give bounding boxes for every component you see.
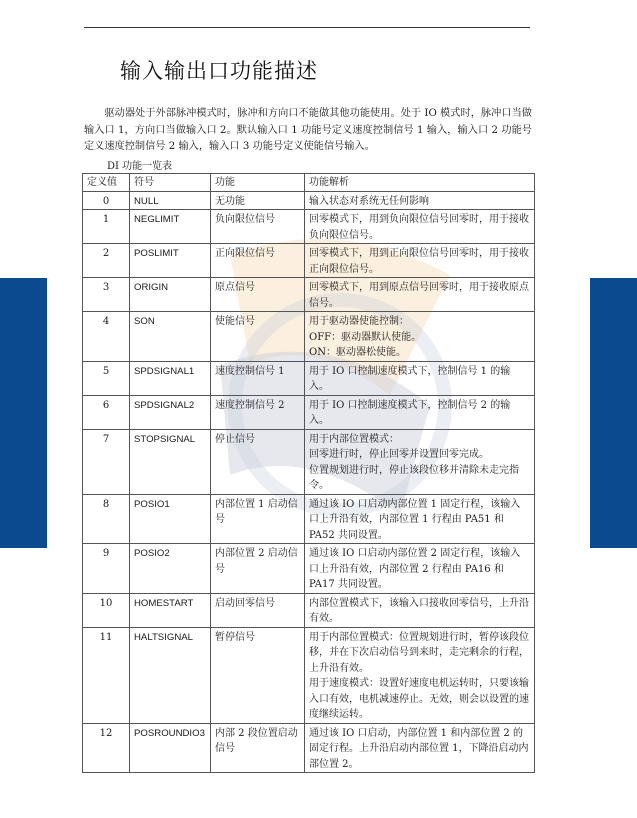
cell-symbol: POSIO1 bbox=[130, 494, 211, 544]
description-line: 通过该 IO 口启动，内部位置 1 和内部位置 2 的固定行程。上升沿启动内部位置 1，下降沿启动内部位置 2。 bbox=[309, 727, 529, 770]
description-line: 输入状态对系统无任何影响 bbox=[309, 195, 429, 207]
description-line: 用于内部位置模式：位置规划进行时，暂停该段位移，并在下次启动信号到来时，走完剩余的行程，上升沿有效。 bbox=[309, 631, 529, 674]
table-row bbox=[83, 361, 535, 395]
cell-description bbox=[305, 312, 535, 362]
cell-description bbox=[305, 429, 535, 494]
table-row bbox=[83, 544, 535, 594]
cell-value: 3 bbox=[83, 278, 130, 312]
cell-description bbox=[305, 544, 535, 594]
cell-value: 0 bbox=[83, 191, 130, 210]
cell-value: 2 bbox=[83, 244, 130, 278]
cell-description bbox=[305, 494, 535, 544]
cell-function: 使能信号 bbox=[211, 312, 305, 362]
cell-value: 8 bbox=[83, 494, 130, 544]
cell-description bbox=[305, 191, 535, 210]
cell-symbol: ORIGIN bbox=[130, 278, 211, 312]
cell-function: 停止信号 bbox=[211, 429, 305, 494]
description-line: 通过该 IO 口启动内部位置 2 固定行程，该输入口上升沿有效，内部位置 2 行程由 PA16 和 PA17 共同设置。 bbox=[309, 548, 521, 590]
description-line: 用于驱动器使能控制： bbox=[309, 316, 409, 327]
cell-symbol: HOMESTART bbox=[130, 593, 211, 627]
cell-symbol: POSIO2 bbox=[130, 544, 211, 594]
cell-value: 7 bbox=[83, 429, 130, 494]
cell-function: 启动回零信号 bbox=[211, 593, 305, 627]
cell-description bbox=[305, 723, 535, 773]
cell-description bbox=[305, 210, 535, 244]
di-function-table bbox=[82, 173, 535, 773]
cell-value: 1 bbox=[83, 210, 130, 244]
page-title: 输入输出口功能描述 bbox=[120, 59, 318, 83]
table-row bbox=[83, 210, 535, 244]
description-line: 回零模式下，用到原点信号回零时，用于接收原点信号。 bbox=[309, 282, 529, 309]
table-caption: DI 功能一览表 bbox=[107, 161, 173, 172]
table-header-row bbox=[83, 174, 535, 192]
cell-function: 内部位置 2 启动信号 bbox=[211, 544, 305, 594]
cell-function: 内部 2 段位置启动信号 bbox=[211, 723, 305, 773]
table-row bbox=[83, 627, 535, 723]
cell-function: 速度控制信号 1 bbox=[211, 361, 305, 395]
cell-function: 内部位置 1 启动信号 bbox=[211, 494, 305, 544]
description-line: 用于 IO 口控制速度模式下，控制信号 2 的输入。 bbox=[309, 399, 511, 426]
cell-value: 12 bbox=[83, 723, 130, 773]
cell-symbol: SPDSIGNAL1 bbox=[130, 361, 211, 395]
description-line: 用于 IO 口控制速度模式下，控制信号 1 的输入。 bbox=[309, 365, 511, 392]
description-line: 用于内部位置模式： bbox=[309, 433, 399, 445]
cell-value: 11 bbox=[83, 627, 130, 723]
table-row bbox=[83, 429, 535, 494]
header-description: 功能解析 bbox=[305, 174, 535, 192]
right-blue-side-bar bbox=[590, 278, 637, 548]
table-row bbox=[83, 191, 535, 210]
cell-value: 5 bbox=[83, 361, 130, 395]
cell-description bbox=[305, 395, 535, 429]
intro-paragraph: 驱动器处于外部脉冲模式时，脉冲和方向口不能做其他功能使用。处于 IO 模式时，脉冲口当做输入口 1，方向口当做输入口 2。默认输入口 1 功能号定义速度控制信号 1 输入，输入口 2 功能号定义速度控制信号 2 输入，输入口 3 功能号定义使能信号输入。 bbox=[84, 108, 532, 152]
cell-symbol: POSROUNDIO3 bbox=[130, 723, 211, 773]
header-rule bbox=[84, 27, 530, 28]
description-line: ON：驱动器松使能。 bbox=[309, 347, 406, 358]
description-line: 回零模式下，用到负向限位信号回零时，用于接收负向限位信号。 bbox=[309, 214, 529, 241]
cell-symbol: SPDSIGNAL2 bbox=[130, 395, 211, 429]
cell-value: 6 bbox=[83, 395, 130, 429]
table-row bbox=[83, 494, 535, 544]
cell-symbol: POSLIMIT bbox=[130, 244, 211, 278]
cell-description bbox=[305, 361, 535, 395]
description-line: 回零模式下，用到正向限位信号回零时，用于接收正向限位信号。 bbox=[309, 248, 529, 275]
cell-function: 正向限位信号 bbox=[211, 244, 305, 278]
cell-symbol: STOPSIGNAL bbox=[130, 429, 211, 494]
table-row bbox=[83, 593, 535, 627]
cell-function: 原点信号 bbox=[211, 278, 305, 312]
cell-function: 暂停信号 bbox=[211, 627, 305, 723]
description-line: 回零进行时，停止回零并设置回零完成。 bbox=[309, 449, 489, 460]
cell-symbol: HALTSIGNAL bbox=[130, 627, 211, 723]
cell-description bbox=[305, 278, 535, 312]
header-value: 定义值 bbox=[83, 174, 130, 192]
cell-function: 无功能 bbox=[211, 191, 305, 210]
left-blue-side-bar bbox=[0, 278, 47, 548]
cell-value: 9 bbox=[83, 544, 130, 594]
cell-value: 4 bbox=[83, 312, 130, 362]
cell-description bbox=[305, 593, 535, 627]
table-row bbox=[83, 278, 535, 312]
table-row bbox=[83, 723, 535, 773]
cell-value: 10 bbox=[83, 593, 130, 627]
table-body bbox=[83, 191, 535, 773]
header-symbol: 符号 bbox=[130, 174, 211, 192]
cell-function: 负向限位信号 bbox=[211, 210, 305, 244]
cell-description bbox=[305, 627, 535, 723]
cell-description bbox=[305, 244, 535, 278]
description-line: 用于速度模式：设置好速度电机运转时，只要该输入口有效，电机减速停止。无效，则会以设置的速度继续运转。 bbox=[309, 678, 529, 720]
cell-symbol: NEGLIMIT bbox=[130, 210, 211, 244]
table-row bbox=[83, 312, 535, 362]
cell-symbol: NULL bbox=[130, 191, 211, 210]
description-line: 位置规划进行时，停止该段位移并清除未走完指令。 bbox=[309, 464, 519, 491]
table-row bbox=[83, 244, 535, 278]
table-row bbox=[83, 395, 535, 429]
cell-function: 速度控制信号 2 bbox=[211, 395, 305, 429]
cell-symbol: SON bbox=[130, 312, 211, 362]
description-line: 通过该 IO 口启动内部位置 1 固定行程，该输入口上升沿有效，内部位置 1 行程由 PA51 和 PA52 共同设置。 bbox=[309, 498, 521, 541]
description-line: 内部位置模式下，该输入口接收回零信号，上升沿有效。 bbox=[309, 597, 529, 624]
description-line: OFF：驱动器默认使能。 bbox=[309, 331, 422, 343]
header-function: 功能 bbox=[211, 174, 305, 192]
